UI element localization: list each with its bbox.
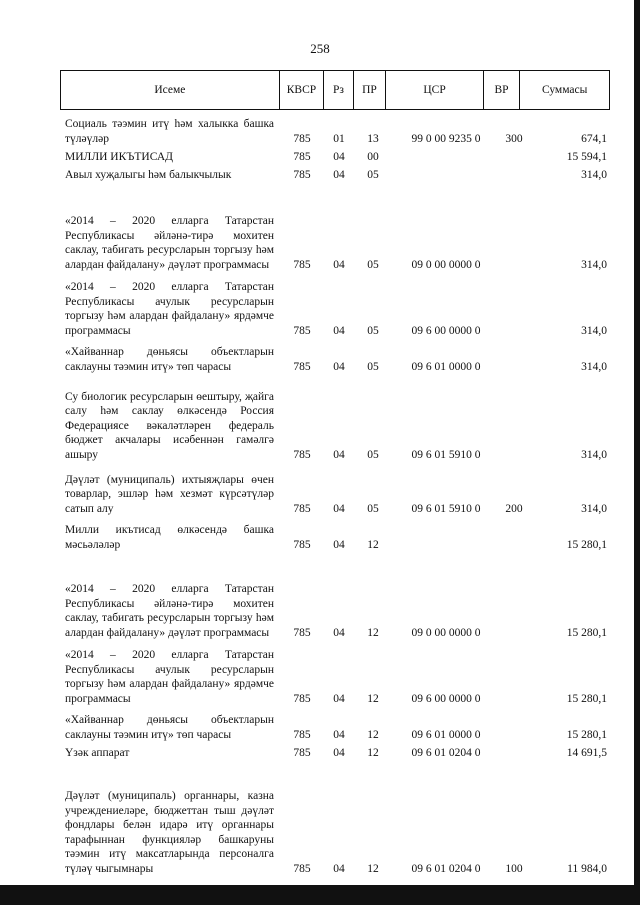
table-row (0, 519, 640, 555)
row-pr: 05 (367, 168, 379, 181)
row-sum: 314,0 (581, 360, 607, 373)
table-row (0, 465, 640, 519)
table-row (0, 555, 640, 643)
table-row (0, 185, 640, 275)
table-row (0, 643, 640, 709)
row-rz: 04 (333, 150, 345, 163)
row-rz: 04 (333, 168, 345, 181)
row-kvsr: 785 (293, 360, 311, 373)
row-csr: 09 6 00 0000 0 (411, 692, 481, 705)
header-sum: Суммасы (519, 71, 609, 109)
row-sum: 15 280,1 (566, 692, 607, 705)
row-sum: 11 984,0 (567, 862, 607, 875)
row-rz: 04 (333, 728, 345, 741)
table-row (0, 341, 640, 377)
row-kvsr: 785 (293, 448, 311, 461)
row-csr: 09 6 00 0000 0 (411, 324, 481, 337)
row-sum: 314,0 (581, 258, 607, 271)
row-vr: 100 (505, 862, 523, 875)
row-vr: 300 (505, 132, 523, 145)
header-vr: ВР (483, 71, 519, 109)
row-csr: 09 6 01 5910 0 (411, 502, 481, 515)
row-pr: 12 (367, 626, 379, 639)
row-name: «Хайваннар дөньясы объектларын саклауны тәэмин итү» төп чарасы (65, 714, 274, 741)
row-sum: 314,0 (581, 448, 607, 461)
scan-border-bottom (0, 885, 640, 905)
row-pr: 12 (367, 746, 379, 759)
row-sum: 15 594,1 (566, 150, 607, 163)
row-sum: 15 280,1 (566, 728, 607, 741)
row-sum: 314,0 (581, 168, 607, 181)
table-row (0, 167, 640, 185)
row-rz: 04 (333, 502, 345, 515)
table-row (0, 709, 640, 745)
row-pr: 05 (367, 360, 379, 373)
row-rz: 04 (333, 258, 345, 271)
row-rz: 01 (333, 132, 345, 145)
header-rz: Рз (323, 71, 353, 109)
row-kvsr: 785 (293, 728, 311, 741)
row-name: «2014 – 2020 елларга Татарстан Республикасы әйләнә-тирә мохитен саклау, табигать ресурсларын торгызу һәм алардан файдалану» дәүләт программасы (65, 215, 274, 271)
table-row (0, 275, 640, 341)
row-name: «2014 – 2020 елларга Татарстан Республикасы әйләнә-тирә мохитен саклау, табигать ресурсларын торгызу һәм алардан файдалану» дәүләт программасы (65, 583, 274, 639)
row-name: Дәүләт (муниципаль) органнары, казна учреждениеләре, бюджеттан тыш дәүләт фондлары белән идарә итү органнары тарафыннан функцияләр башкаруны тәэмин итү максатларында персоналга түләү чыгымнары (65, 790, 274, 875)
row-csr: 09 6 01 0000 0 (411, 728, 481, 741)
row-name: «Хайваннар дөньясы объектларын саклауны тәэмин итү» төп чарасы (65, 346, 274, 373)
row-kvsr: 785 (293, 502, 311, 515)
table-header (60, 70, 610, 110)
row-csr: 09 6 01 0000 0 (411, 360, 481, 373)
row-name: Авыл хуҗалыгы һәм балыкчылык (65, 168, 232, 181)
row-name: Социаль тәэмин итү һәм халыкка башка түләүләр (65, 118, 274, 145)
row-csr: 09 0 00 0000 0 (411, 258, 481, 271)
row-rz: 04 (333, 324, 345, 337)
header-name: Исеме (154, 84, 186, 96)
row-rz: 04 (333, 626, 345, 639)
row-csr: 09 6 01 5910 0 (411, 448, 481, 461)
row-name: «2014 – 2020 елларга Татарстан Республикасы ачулык ресурсларын торгызу һәм алардан файдалану» ярдәмче программасы (65, 281, 274, 337)
row-sum: 674,1 (581, 132, 607, 145)
row-rz: 04 (333, 862, 345, 875)
row-pr: 12 (367, 862, 379, 875)
row-name: «2014 – 2020 елларга Татарстан Республикасы ачулык ресурсларын торгызу һәм алардан файдалану» ярдәмче программасы (65, 649, 274, 705)
row-kvsr: 785 (293, 538, 311, 551)
row-sum: 15 280,1 (566, 626, 607, 639)
page-number: 258 (310, 41, 330, 56)
row-sum: 14 691,5 (566, 746, 607, 759)
row-pr: 00 (367, 150, 379, 163)
header-pr: ПР (353, 71, 386, 109)
header-kvsr: КВСР (279, 71, 323, 109)
row-kvsr: 785 (293, 324, 311, 337)
row-rz: 04 (333, 746, 345, 759)
row-vr: 200 (505, 502, 523, 515)
row-csr: 09 6 01 0204 0 (411, 746, 481, 759)
row-kvsr: 785 (293, 862, 311, 875)
table-row (0, 377, 640, 465)
scan-border-right (634, 0, 640, 905)
row-name: Су биологик ресурсларын өештыру, җайга салу һәм саклау өлкәсендә Россия Федерациясе вәкаләтләрен федераль бюджет акчалары исәбеннән гамәлгә ашыру (65, 390, 274, 461)
row-rz: 04 (333, 692, 345, 705)
row-csr: 09 6 01 0204 0 (411, 862, 481, 875)
row-rz: 04 (333, 448, 345, 461)
row-pr: 05 (367, 258, 379, 271)
row-kvsr: 785 (293, 746, 311, 759)
row-pr: 13 (367, 132, 379, 145)
table-row (0, 745, 640, 763)
table-body (0, 113, 640, 901)
row-kvsr: 785 (293, 150, 311, 163)
row-pr: 12 (367, 538, 379, 551)
row-pr: 05 (367, 448, 379, 461)
row-kvsr: 785 (293, 168, 311, 181)
table-row (0, 149, 640, 167)
row-pr: 05 (367, 502, 379, 515)
row-sum: 15 280,1 (566, 538, 607, 551)
row-name: Милли икътисад өлкәсендә башка мәсьәләләр (65, 524, 274, 551)
row-csr: 09 0 00 0000 0 (411, 626, 481, 639)
row-kvsr: 785 (293, 258, 311, 271)
table-row (0, 763, 640, 879)
row-name: МИЛЛИ ИКЪТИСАД (65, 150, 173, 163)
row-rz: 04 (333, 538, 345, 551)
table-row (0, 113, 640, 149)
row-pr: 12 (367, 692, 379, 705)
row-name: Үзәк аппарат (65, 746, 130, 759)
row-kvsr: 785 (293, 132, 311, 145)
header-csr: ЦСР (385, 71, 483, 109)
row-kvsr: 785 (293, 692, 311, 705)
row-csr: 99 0 00 9235 0 (411, 132, 481, 145)
row-rz: 04 (333, 360, 345, 373)
row-pr: 12 (367, 728, 379, 741)
row-sum: 314,0 (581, 502, 607, 515)
row-sum: 314,0 (581, 324, 607, 337)
row-name: Дәүләт (муниципаль) ихтыяҗлары өчен товарлар, эшләр һәм хезмәт күрсәтүләр сатып алу (65, 473, 274, 515)
row-pr: 05 (367, 324, 379, 337)
row-kvsr: 785 (293, 626, 311, 639)
